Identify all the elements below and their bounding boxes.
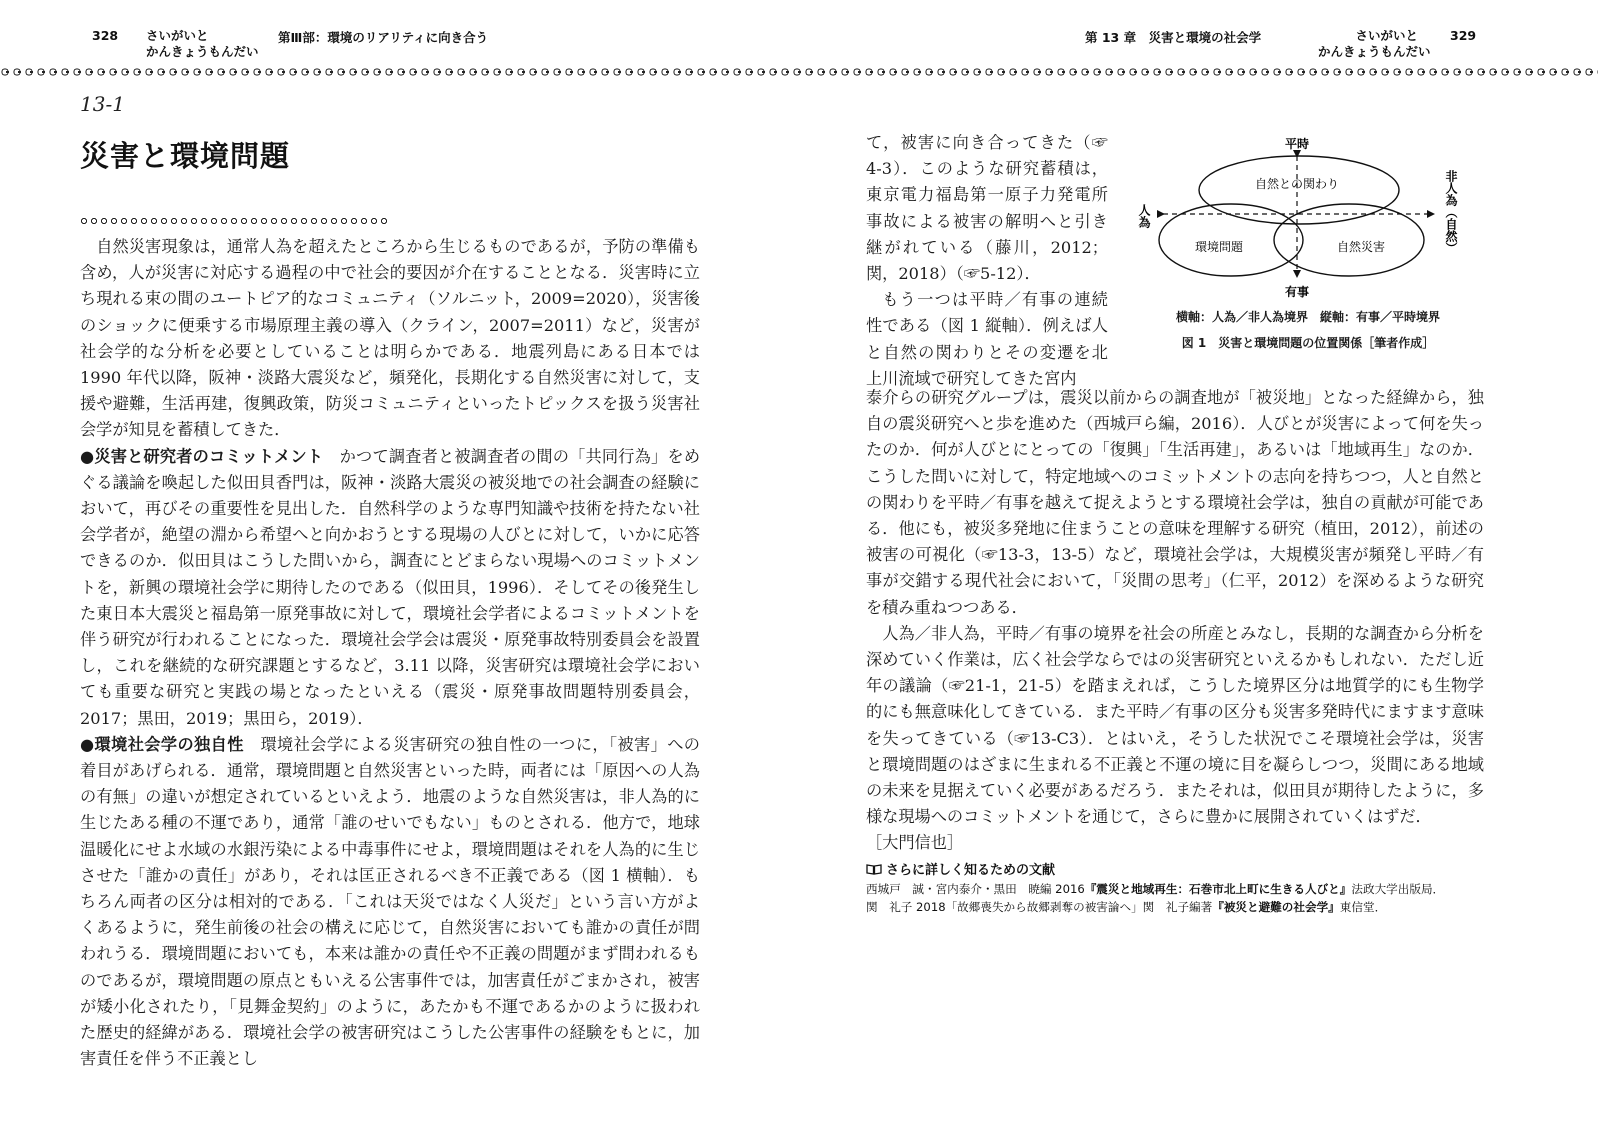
ornamental-border [0, 66, 1598, 78]
title-ornament [80, 216, 388, 226]
open-book-icon [866, 863, 882, 875]
commitment-body: かつて調査者と被調査者の間の「共同行為」をめぐる議論を喚起した似田貝香門は，阪神・淡路大震災の被災地での社会調査の経験において，再びその重要性を見出した．自然科学のような専門知識や技術を持たない社会学者が，絶望の淵から希望へと向かおうとする現場の人びとに対して，いかに応答できるのか．似田貝はこうした問いから，調査にとどまらない現場へのコミットメントを，新興の環境社会学に期待したのである（似田貝，1996）．そしてその後発生した東日本大震災と福島第一原発事故に対して，環境社会学者によるコミットメントを伴う研究が行われることになった．環境社会学会は震災・原発事故特別委員会を設置し，これを継続的な研究課題とするなど，3.11 以降，災害研究は環境社会学においても重要な研究と実践の場となったといえる（震災・原発事故問題特別委員会，2017；黒田，2019；黒田ら，2019）． [80, 446, 701, 728]
continuity-paragraph-rest: 泰介らの研究グループは，震災以前からの調査地が「被災地」となった経緯から，独自の震災研究へと歩を進めた（西城戸ら編，2016）．人びとが災害によって何を失ったのか．何が人びとにとっての「復興」「生活再建」，あるいは「地域再生」なのか．こうした問いに対して，特定地域へのコミットメントの志向を持ちつつ，人と自然との関わりを平時／有事を越えて捉えようとする環境社会学は，独自の貢献が可能である．他にも，被災多発地に住まうことの意味を理解する研究（植田，2012），前述の被害の可視化（☞13-3，13-5）など，環境社会学は，大規模災害が頻発し平時／有事が交錯する現代社会において，「災間の思考」（仁平，2012）を深めるような研究を積み重ねつつある． [866, 388, 1484, 617]
section-number: 13-1 [80, 92, 125, 116]
further-reading [866, 862, 1506, 916]
label-environmental-problems: 環境問題 [1194, 240, 1244, 254]
figure-caption: 図 1 災害と環境問題の位置関係［筆者作成］ [1181, 336, 1435, 350]
series-label-line2: かんきょうもんだい [146, 44, 259, 59]
commitment-heading: ●災害と研究者のコミットメント [80, 446, 324, 466]
further-reading-heading [866, 862, 1506, 880]
figure-axis-caption: 横軸：人為／非人為境界 縦軸：有事／平時境界 [1175, 310, 1440, 324]
continued-paragraph: て，被害に向き合ってきた（☞4-3）．このような研究蓄積は，東京電力福島第一原子力発電所事故による被害の解明へと引き継がれている（藤川，2012；関，2018）（☞5-12）． [866, 133, 1108, 284]
reference-authors: 西城戸 誠・宮内泰介・黒田 暁編 2016 [866, 882, 1085, 896]
chapter-title: 第 13 章 災害と環境の社会学 [1085, 30, 1262, 45]
right-page-number: 329 [1450, 28, 1477, 43]
reference-title: 『被災と避難の社会学』 [1212, 900, 1340, 914]
figure-1 [1133, 128, 1493, 358]
intro-paragraph: 自然災害現象は，通常人為を超えたところから生じるものであるが，予防の準備も含め，人が災害に対応する過程の中で社会的要因が介在することとなる．災害時に立ち現れる束の間のユートピア的なコミュニティ（ソルニット，2009=2020），災害後のショックに便乗する市場原理主義の導入（クライン，2007=2011）など，災害が社会学的な分析を必要としていることは明らかである．地震列島にある日本では 1990 年代以降，阪神・淡路大震災など，頻発化，長期化する自然災害に対して，支援や避難，生活再建，復興政策，防災コミュニティといったトピックスを扱う災害社会学が知見を蓄積してきた． [80, 237, 700, 440]
label-human-made: 人為 [1137, 204, 1151, 228]
conclusion-paragraph: 人為／非人為，平時／有事の境界を社会の所産とみなし，長期的な調査から分析を深めていく作業は，広く社会学ならではの災害研究といえるかもしれない．ただし近年の議論（☞21-1，21-5）を踏まえれば，こうした境界区分は地質学的にも生物学的にも無意味化してきている．また平時／有事の区分も災害多発時代にますます意味を失ってきている（☞13-C3）．とはいえ，そうした状況でこそ環境社会学は，災害と環境問題のはざまに生まれる不正義と不運の境に目を凝らしつつ，災間にある地域の未来を見据えていく必要があるだろう．またそれは，似田貝が期待したように，多様な現場へのコミットメントを通じて，さらに豊かに展開されていくはずだ． [866, 623, 1484, 827]
right-column-wide [866, 385, 1484, 857]
reference-item [866, 898, 1506, 916]
commitment-paragraph [80, 444, 700, 732]
part-title: 第Ⅲ部：環境のリアリティに向き合う [278, 30, 489, 45]
reference-publisher: 法政大学出版局． [1351, 882, 1445, 896]
series-label-line1: さいがいと [146, 28, 209, 43]
section-title: 災害と環境問題 [80, 139, 291, 173]
right-column-narrow [866, 130, 1108, 392]
right-series-label [1318, 28, 1431, 60]
left-series-label [146, 28, 259, 60]
reference-item [866, 880, 1506, 898]
left-page-number: 328 [92, 28, 119, 43]
uniqueness-heading: ●環境社会学の独自性 [80, 734, 244, 754]
label-nature-relations: 自然との関わり [1254, 177, 1340, 191]
uniqueness-paragraph [80, 732, 700, 1073]
reference-authors: 関 礼子 2018「故郷喪失から故郷剥奪の被害論へ」関 礼子編著 [866, 900, 1213, 914]
author-signature: ［大門信也］ [866, 833, 964, 853]
series-label-line1: さいがいと [1355, 28, 1418, 43]
label-emergency: 有事 [1284, 285, 1310, 299]
position-diagram [1133, 128, 1493, 308]
reference-title: 『震災と地域再生：石巻市北上町に生きる人びと』 [1084, 882, 1352, 896]
uniqueness-body: 環境社会学による災害研究の独自性の一つに，「被害」への着目があげられる．通常，環境問題と自然災害といった時，両者には「原因への人為の有無」の違いが想定されているといえよう．地震のような自然災害は，非人為的に生じたある種の不運であり，通常「誰のせいでもない」ものとされる．他方で，地球温暖化にせよ水域の水銀汚染による中毒事件にせよ，環境問題はそれを人為的に生じさせた「誰かの責任」があり，それは匡正されるべき不正義である（図 1 横軸）．もちろん両者の区分は相対的である．「これは天災ではなく人災だ」という言い方がよくあるように，発生前後の社会の構えに応じて，自然災害においても誰かの責任が問われうる．環境問題においても，本来は誰かの責任や不正義の問題がまず問われるものであるが，環境問題の原点ともいえる公害事件では，加害責任がごまかされ，被害が矮小化されたり，「見舞金契約」のように，あたかも不運であるかのように扱われた歴史的経緯がある．環境社会学の被害研究はこうした公害事件の経験をもとに，加害責任を伴う不正義とし [80, 734, 700, 1069]
left-column [80, 234, 700, 1073]
series-label-line2: かんきょうもんだい [1318, 44, 1431, 59]
further-reading-title: さらに詳しく知るための文献 [886, 863, 1056, 878]
continuity-paragraph-start: もう一つは平時／有事の連続性である（図 1 縦軸）．例えば人と自然の関わりとその変遷を北上川流域で研究してきた宮内 [866, 290, 1108, 388]
label-non-human-made: 非人為（自然） [1444, 170, 1458, 254]
label-natural-disasters: 自然災害 [1336, 240, 1386, 254]
reference-publisher: 東信堂． [1339, 900, 1387, 914]
label-peacetime: 平時 [1284, 137, 1310, 151]
